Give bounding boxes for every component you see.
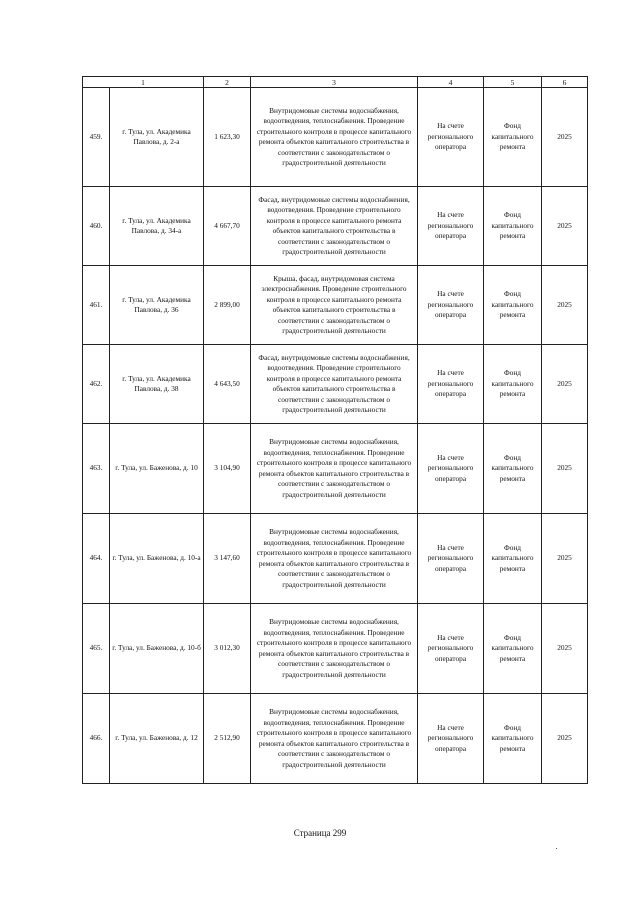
table-row <box>83 187 588 266</box>
header-col-1: 1 <box>83 77 204 88</box>
row-works: Фасад, внутридомовые системы водоснабжения, водоотведения. Проведение строительного контроля в процессе капитального ремонта объектов капитального строительства в соответствии с законодательством о градостроительной деятельности <box>251 345 418 424</box>
header-row <box>83 77 588 88</box>
row-number: 466. <box>83 694 110 784</box>
scan-speck <box>556 848 557 849</box>
header-col-3: 3 <box>251 77 418 88</box>
row-year: 2025 <box>542 424 588 514</box>
row-account: На счете регионального оператора <box>418 424 484 514</box>
row-address: г. Тула, ул. Баженова, д. 10-б <box>110 604 204 694</box>
row-fund: Фонд капитального ремонта <box>484 694 542 784</box>
row-address: г. Тула, ул. Баженова, д. 10-а <box>110 514 204 604</box>
table-row <box>83 514 588 604</box>
row-area: 4 643,50 <box>204 345 251 424</box>
row-fund: Фонд капитального ремонта <box>484 187 542 266</box>
row-account: На счете регионального оператора <box>418 345 484 424</box>
row-area: 2 512,90 <box>204 694 251 784</box>
row-number: 461. <box>83 266 110 345</box>
row-account: На счете регионального оператора <box>418 604 484 694</box>
row-works: Внутридомовые системы водоснабжения, водоотведения, теплоснабжения. Проведение строительного контроля в процессе капитального ремонта объектов капитального строительства в соответствии с законодательством о градостроительной деятельности <box>251 424 418 514</box>
row-address: г. Тула, ул. Баженова, д. 10 <box>110 424 204 514</box>
row-account: На счете регионального оператора <box>418 514 484 604</box>
table-row <box>83 694 588 784</box>
row-area: 1 623,30 <box>204 88 251 187</box>
row-number: 460. <box>83 187 110 266</box>
header-col-2: 2 <box>204 77 251 88</box>
row-works: Фасад, внутридомовые системы водоснабжения, водоотведения. Проведение строительного контроля в процессе капитального ремонта объектов капитального строительства в соответствии с законодательством о градостроительной деятельности <box>251 187 418 266</box>
row-year: 2025 <box>542 604 588 694</box>
row-area: 3 147,60 <box>204 514 251 604</box>
row-year: 2025 <box>542 88 588 187</box>
row-number: 465. <box>83 604 110 694</box>
row-area: 3 012,30 <box>204 604 251 694</box>
row-address: г. Тула, ул. Академика Павлова, д. 34-а <box>110 187 204 266</box>
row-year: 2025 <box>542 514 588 604</box>
row-number: 459. <box>83 88 110 187</box>
row-number: 462. <box>83 345 110 424</box>
row-works: Внутридомовые системы водоснабжения, водоотведения, теплоснабжения. Проведение строительного контроля в процессе капитального ремонта объектов капитального строительства в соответствии с законодательством о градостроительной деятельности <box>251 88 418 187</box>
row-account: На счете регионального оператора <box>418 694 484 784</box>
row-account: На счете регионального оператора <box>418 187 484 266</box>
row-address: г. Тула, ул. Академика Павлова, д. 36 <box>110 266 204 345</box>
row-account: На счете регионального оператора <box>418 88 484 187</box>
table-row <box>83 424 588 514</box>
table-row <box>83 604 588 694</box>
table-row <box>83 345 588 424</box>
row-area: 4 667,70 <box>204 187 251 266</box>
row-number: 463. <box>83 424 110 514</box>
row-works: Внутридомовые системы водоснабжения, водоотведения, теплоснабжения. Проведение строительного контроля в процессе капитального ремонта объектов капитального строительства в соответствии с законодательством о градостроительной деятельности <box>251 514 418 604</box>
row-address: г. Тула, ул. Академика Павлова, д. 38 <box>110 345 204 424</box>
row-area: 3 104,90 <box>204 424 251 514</box>
capital-repair-table <box>82 76 588 784</box>
row-works: Внутридомовые системы водоснабжения, водоотведения, теплоснабжения. Проведение строительного контроля в процессе капитального ремонта объектов капитального строительства в соответствии с законодательством о градостроительной деятельности <box>251 604 418 694</box>
row-fund: Фонд капитального ремонта <box>484 88 542 187</box>
row-address: г. Тула, ул. Академика Павлова, д. 2-а <box>110 88 204 187</box>
row-area: 2 899,00 <box>204 266 251 345</box>
row-year: 2025 <box>542 187 588 266</box>
row-year: 2025 <box>542 345 588 424</box>
row-number: 464. <box>83 514 110 604</box>
page-number: Страница 299 <box>293 828 347 838</box>
header-col-4: 4 <box>418 77 484 88</box>
header-col-5: 5 <box>484 77 542 88</box>
row-works: Крыша, фасад, внутридомовая система электроснабжения. Проведение строительного контроля в процессе капитального ремонта объектов капитального строительства в соответствии с законодательством о градостроительной деятельности <box>251 266 418 345</box>
row-account: На счете регионального оператора <box>418 266 484 345</box>
row-fund: Фонд капитального ремонта <box>484 514 542 604</box>
row-works: Внутридомовые системы водоснабжения, водоотведения, теплоснабжения. Проведение строительного контроля в процессе капитального ремонта объектов капитального строительства в соответствии с законодательством о градостроительной деятельности <box>251 694 418 784</box>
row-fund: Фонд капитального ремонта <box>484 266 542 345</box>
row-fund: Фонд капитального ремонта <box>484 604 542 694</box>
table-row <box>83 266 588 345</box>
table-row <box>83 88 588 187</box>
header-col-6: 6 <box>542 77 588 88</box>
row-fund: Фонд капитального ремонта <box>484 345 542 424</box>
row-year: 2025 <box>542 694 588 784</box>
row-year: 2025 <box>542 266 588 345</box>
row-address: г. Тула, ул. Баженова, д. 12 <box>110 694 204 784</box>
row-fund: Фонд капитального ремонта <box>484 424 542 514</box>
